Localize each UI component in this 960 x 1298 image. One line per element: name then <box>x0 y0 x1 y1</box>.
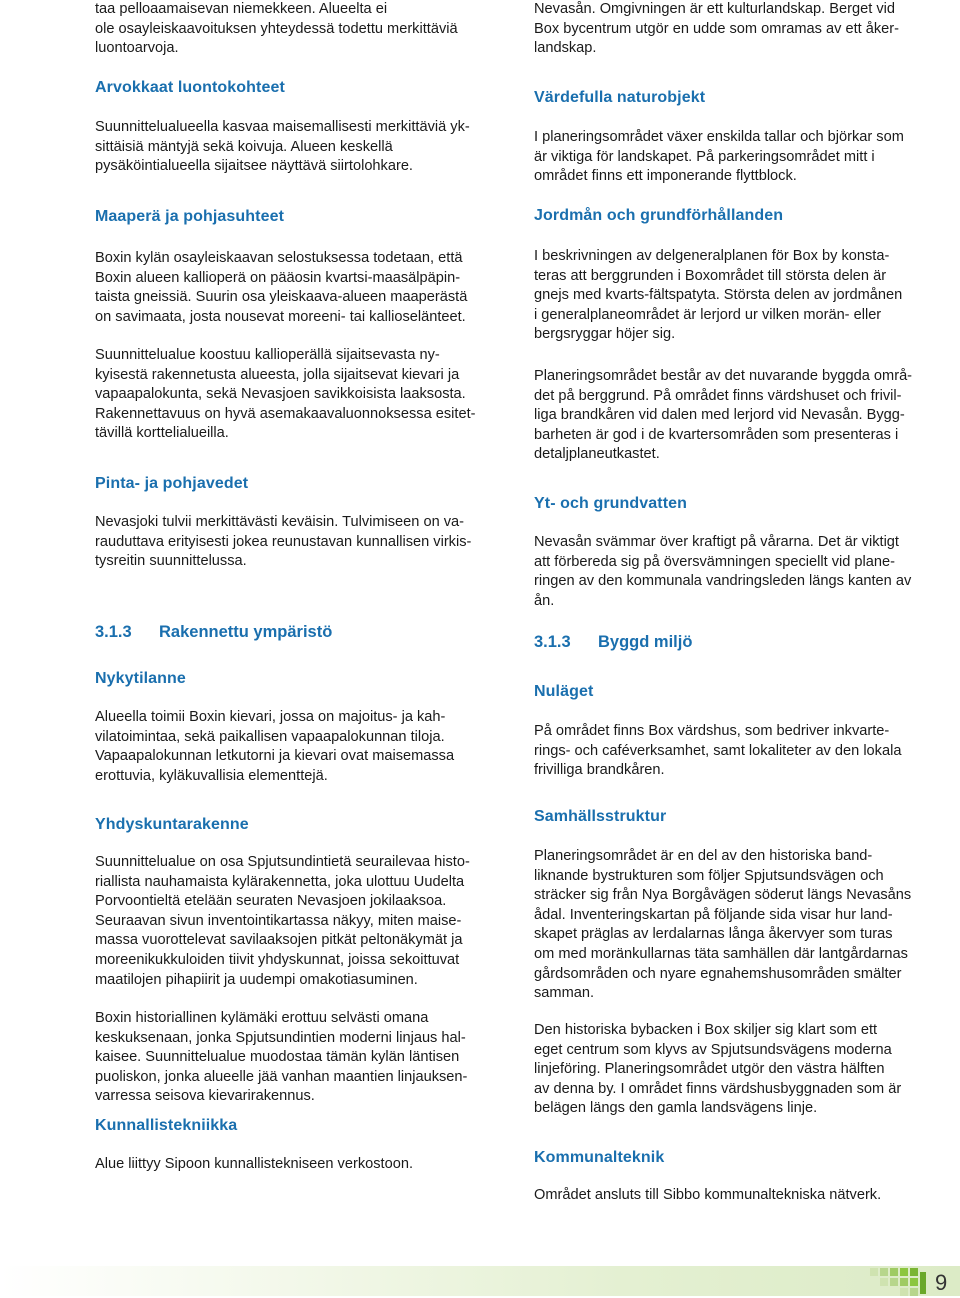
heading-arvokkaat: Arvokkaat luontokohteet <box>95 79 285 96</box>
samhall-text-2: Den historiska bybacken i Box skiljer sig klart som ett eget centrum som klyvs av Spjutsundsvägens moderna linjeföring. Planeringsområdet utgör den västra hälften av denna by. I området finns värdshusbyggnaden som är belägen längs den gamla landsvägens linje. <box>534 1022 902 1117</box>
heading-yhdyskunta: Yhdyskuntarakenne <box>95 816 249 833</box>
yt-text: Nevasån svämmar över kraftigt på vårarna. Det är viktigt att förbereda sig på översvämningen speciellt vid plane- ringen av den kommunala vandringsleden längs kanten av ån. <box>534 534 912 609</box>
heading-samhall: Samhällsstruktur <box>534 808 667 825</box>
yhdyskunta-text-1: Suunnittelualue on osa Spjutsundintietä seurailevaa histo- riallista nauhamaista kylärakennetta, joka ulottuu Uudelta Porvoontieltä etelään seuraten Nevasjoen jokilaaksoa. Seuraavan sivun inventointikartassa näkyy, miten maise- massa vuorottelevat savilaaksojen pitkät peltonäkymät ja moreenikukkuloiden tiivit yhdyskunnat, joissa sekoittuvat maatilojen pihapiirit ja uudempi omakotiasuminen. <box>95 854 470 988</box>
heading-nulaget: Nuläget <box>534 683 594 700</box>
kommunal-text: Området ansluts till Sibbo kommunaltekniska nätverk. <box>534 1187 882 1203</box>
decor-square <box>900 1268 908 1276</box>
decor-square <box>910 1278 918 1286</box>
decor-square <box>900 1278 908 1286</box>
section-title: Byggd miljö <box>598 633 693 651</box>
decor-bar <box>920 1272 926 1294</box>
heading-nykytilanne: Nykytilanne <box>95 670 186 687</box>
arvokkaat-text: Suunnittelualueella kasvaa maisemallisesti merkittäviä yk- sittäisiä mäntyjä sekä koivuja. Alueen keskellä pysäköintialueella sijaitsee näyttävä siirtolohkare. <box>95 119 470 175</box>
footer-gradient-bar <box>0 1266 960 1296</box>
section-heading-byggd <box>534 632 934 652</box>
decor-square <box>870 1268 878 1276</box>
heading-pinta: Pinta- ja pohjavedet <box>95 475 249 492</box>
pinta-text: Nevasjoki tulvii merkittävästi keväisin. Tulvimiseen on va- rauduttava erityisesti jokea reunustavan kunnallisen virkis- tysreitin suunnittelussa. <box>95 514 472 570</box>
decor-square <box>910 1288 918 1296</box>
heading-kommunal: Kommunalteknik <box>534 1149 665 1166</box>
decor-square <box>880 1278 888 1286</box>
vardefulla-text: I planeringsområdet växer enskilda tallar och björkar som är viktiga för landskapet. På parkeringsområdet mitt i området finns ett imponerande flyttblock. <box>534 129 904 185</box>
decor-square <box>890 1268 898 1276</box>
kunnallis-text: Alue liittyy Sipoon kunnallistekniseen verkostoon. <box>95 1156 413 1172</box>
decor-square <box>900 1288 908 1296</box>
section-heading-rakennettu <box>95 622 495 642</box>
heading-maapera: Maaperä ja pohjasuhteet <box>95 208 285 225</box>
intro-text: Nevasån. Omgivningen är ett kulturlandskap. Berget vid Box bycentrum utgör en udde som omramas av ett åker- landskap. <box>534 1 900 57</box>
heading-kunnallis: Kunnallistekniikka <box>95 1117 238 1134</box>
section-number: 3.1.3 <box>95 623 132 641</box>
maapera-text-1: Boxin kylän osayleiskaavan selostuksessa todetaan, että Boxin alueen kallioperä on pääosin kvartsi-maasälpäpin- taista gneissiä. Suurin osa yleiskaava-alueen maaperästä on savimaata, josta nousevat moreeni- tai kallioselänteet. <box>95 250 468 325</box>
heading-jordman: Jordmån och grundförhållanden <box>534 207 784 224</box>
decor-square <box>880 1268 888 1276</box>
samhall-text-1: Planeringsområdet är en del av den historiska band- liknande bystrukturen som följer Spjutsundsvägen och sträcker sig från Nya Borgåvägen söderut längs Nevasåns ådal. Inventeringskartan på följande sida visar hur land- skapet präglas av lerdalarnas långa åkervyer som turas om med moränkullarnas täta samhällen där lantgårdarnas gårdsområden och nyare egnahemshusområden smälter samman. <box>534 848 912 1002</box>
nykytilanne-text: Alueella toimii Boxin kievari, jossa on majoitus- ja kah- vilatoimintaa, sekä paikallisen vapaapalokunnan tiloja. Vapaapalokunnan letkutorni ja kievari ovat maisemassa erottuvia, kyläkuvallisia elementtejä. <box>95 709 455 784</box>
section-number: 3.1.3 <box>534 633 571 651</box>
heading-vardefulla: Värdefulla naturobjekt <box>534 89 706 106</box>
decor-square <box>890 1278 898 1286</box>
intro-text: taa pelloaamaisevan niemekkeen. Alueelta ei ole osayleiskaavoituksen yhteydessä todettu merkittäviä luontoarvoja. <box>95 1 458 57</box>
heading-yt: Yt- och grundvatten <box>534 495 688 512</box>
decor-square <box>910 1268 918 1276</box>
jordman-text-1: I beskrivningen av delgeneralplanen för Box by konsta- teras att berggrunden i Boxområdet till största delen är gnejs med kvarts-fältspatyta. Största delen av jordmånen i generalplaneområdet är lerjord ur vilken morän- eller bergsryggar höjer sig. <box>534 248 903 343</box>
jordman-text-2: Planeringsområdet består av det nuvarande byggda områ- det på berggrund. På området finns värdshuset och frivil- liga brandkåren vid dalen med lerjord vid Nevasån. Bygg- barheten är god i de kvartersområden som presenteras i detaljplaneutkastet. <box>534 368 913 463</box>
page-number: 9 <box>935 1270 948 1295</box>
maapera-text-2: Suunnittelualue koostuu kallioperällä sijaitsevasta ny- kyisestä rakennetusta alueesta, jolla sijaitsevat kievari ja vapaapalokunta, sekä Nevasjoen savikkoisista laaksosta. Rakennettavuus on hyvä asemakaavaluonnoksessa esitet- tävillä korttelialueilla. <box>95 347 476 442</box>
nulaget-text: På området finns Box värdshus, som bedriver inkvarte- rings- och caféverksamhet, samt lokaliteter av den lokala frivilliga brandkåren. <box>534 723 902 779</box>
yhdyskunta-text-2: Boxin historiallinen kylämäki erottuu selvästi omana keskuksenaan, jonka Spjutsundintien moderni linjaus hal- kaisee. Suunnittelualue muodostaa tämän kylän läntisen puoliskon, jonka alueelle jää vanhan maantien linjauksen- varressa seisova kievarirakennus. <box>95 1010 468 1105</box>
section-title: Rakennettu ympäristö <box>159 623 333 641</box>
